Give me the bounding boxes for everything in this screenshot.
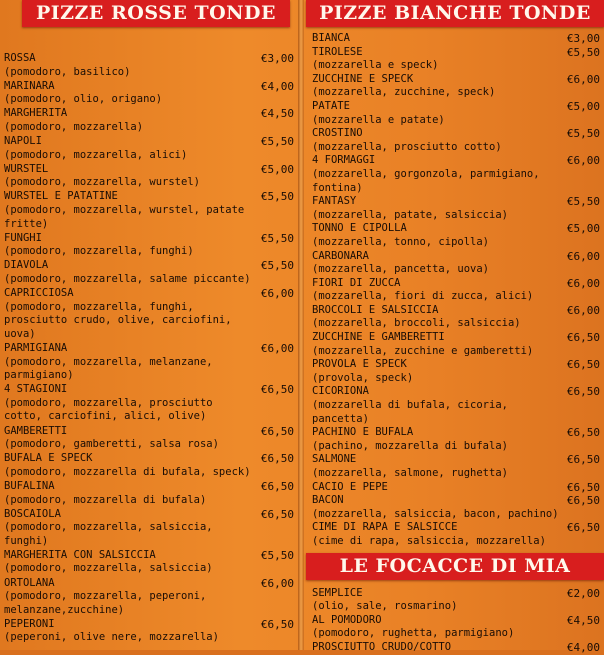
menu-item-price: €6,00 (260, 287, 294, 301)
menu-item-name: BOSCAIOLA (4, 507, 61, 520)
menu-item (304, 32, 604, 46)
menu-item-price: €6,50 (566, 521, 600, 535)
menu-item-price: €5,50 (260, 548, 294, 562)
menu-item-name: ROSSA (4, 52, 36, 64)
menu-item-ingredients: (pomodoro, mozzarella di bufala, speck) (4, 465, 251, 478)
section-title-pizze-bianche: PIZZE BIANCHE TONDE (306, 0, 604, 27)
menu-item-price: €6,50 (566, 358, 600, 372)
menu-item-ingredients: (pomodoro, mozzarella di bufala) (4, 493, 207, 506)
menu-item (0, 80, 298, 107)
menu-item-name: FIORI DI ZUCCA (312, 276, 401, 289)
menu-item (304, 426, 604, 453)
menu-item-name: NAPOLI (4, 135, 42, 148)
menu-item-name: BUFALINA (4, 479, 55, 492)
section-title-focacce: LE FOCACCE DI MIA (306, 553, 604, 580)
menu-item-price: €5,00 (260, 162, 294, 176)
menu-item (304, 195, 604, 222)
menu-item (0, 52, 298, 79)
menu-item (0, 383, 298, 424)
menu-item-name: 4 STAGIONI (4, 383, 68, 396)
menu-item (0, 107, 298, 134)
menu-item-price: €6,00 (566, 303, 600, 317)
menu-item-price: €5,50 (566, 127, 600, 141)
menu-item-price: €6,50 (260, 507, 294, 521)
menu-item-ingredients: (mozzarella e patate) (312, 113, 445, 126)
menu-item-name: BROCCOLI E SALSICCIA (312, 303, 439, 316)
menu-item-price: €6,00 (260, 576, 294, 590)
menu-item-name: CICORIONA (312, 385, 369, 398)
menu-item-ingredients: (pomodoro, mozzarella, salame piccante) (4, 273, 251, 285)
menu-item-name: MARGHERITA (4, 107, 68, 120)
menu-item-name: PROSCIUTTO CRUDO/COTTO (312, 640, 452, 653)
menu-item (304, 127, 604, 154)
menu-item-name: PATATE (312, 99, 350, 112)
menu-item (304, 481, 604, 495)
menu-item (304, 154, 604, 195)
menu-item-name: AL POMODORO (312, 613, 382, 626)
menu-item-price: €6,50 (566, 494, 600, 508)
menu-item (0, 232, 298, 259)
menu-item-price: €6,50 (260, 424, 294, 438)
menu-item (0, 259, 298, 286)
menu-item-ingredients: (mozzarella, pancetta, uova) (312, 263, 490, 276)
menu-item-ingredients: (mozzarella, broccoli, salsiccia) (312, 317, 521, 330)
menu-item-ingredients: (pomodoro, mozzarella, wurstel) (4, 176, 200, 189)
menu-item-name: PROVOLA E SPECK (312, 358, 407, 371)
menu-item (0, 342, 298, 383)
menu-item-price: €6,50 (566, 385, 600, 399)
menu-item-price: €6,00 (566, 249, 600, 263)
menu-item (304, 73, 604, 100)
menu-item-name: GAMBERETTI (4, 424, 68, 437)
menu-item-name: WURSTEL (4, 162, 49, 175)
menu-item-price: €6,50 (260, 617, 294, 631)
menu-item-price: €3,00 (566, 32, 600, 45)
menu-item-name: ORTOLANA (4, 576, 55, 589)
menu-item-price: €3,00 (260, 52, 294, 65)
menu-item-ingredients: (mozzarella, patate, salsiccia) (312, 208, 508, 221)
menu-item-ingredients: (provola, speck) (312, 371, 414, 384)
menu-item-ingredients: (pomodoro, mozzarella, alici) (4, 148, 188, 161)
menu-item-name: MARGHERITA CON SALSICCIA (4, 548, 156, 561)
menu-item-name: FUNGHI (4, 231, 42, 244)
menu-item (0, 135, 298, 162)
menu-item-price: €5,50 (260, 259, 294, 273)
menu-item-name: CAPRICCIOSA (4, 287, 74, 300)
menu-item-price: €5,50 (566, 195, 600, 209)
menu-item-ingredients: (pomodoro, mozzarella, peperoni, melanzane,zucchine) (4, 590, 207, 616)
menu-item-ingredients: (pomodoro, mozzarella, funghi, prosciutto crudo, olive, carciofini, uova) (4, 300, 232, 340)
menu-item-ingredients: (mozzarella, salmone, rughetta) (312, 467, 508, 479)
section-title-pizze-rosse: PIZZE ROSSE TONDE (22, 0, 290, 27)
menu-item-ingredients: (pomodoro, mozzarella, salsiccia, funghi) (4, 521, 213, 547)
menu-item-ingredients: (peperoni, olive nere, mozzarella) (4, 631, 219, 644)
menu-item-name: BUFALA E SPECK (4, 452, 93, 465)
menu-item-name: SALMONE (312, 453, 357, 466)
menu-item-price: €5,00 (566, 222, 600, 236)
left-column (0, 0, 298, 646)
menu-item (304, 304, 604, 331)
menu-item-price: €6,50 (566, 480, 600, 494)
menu-item-ingredients: (pomodoro, olio, origano) (4, 93, 163, 106)
menu-item-ingredients: (pomodoro, mozzarella, prosciutto cotto, carciofini, alici, olive) (4, 396, 213, 423)
menu-item-ingredients: (mozzarella, fiori di zucca, alici) (312, 290, 534, 303)
menu-item-price: €6,50 (260, 479, 294, 493)
menu-item-price: €6,00 (260, 341, 294, 355)
menu-list-pizze-rosse (0, 52, 298, 645)
menu-item-name: BIANCA (312, 32, 350, 44)
menu-item-price: €6,50 (260, 383, 294, 397)
menu-item (0, 452, 298, 479)
menu-item-price: €6,00 (566, 72, 600, 86)
menu-item-name: DIAVOLA (4, 259, 49, 272)
menu-item-ingredients: (pachino, mozzarella di bufala) (312, 439, 508, 452)
menu-item-name: TIROLESE (312, 45, 363, 58)
menu-item (304, 277, 604, 304)
menu-item-ingredients: (pomodoro, mozzarella, wurstel, patate fritte) (4, 204, 245, 230)
menu-item (0, 190, 298, 231)
menu-item (304, 385, 604, 426)
menu-item-price: €6,00 (566, 276, 600, 290)
menu-item-ingredients: (mozzarella, salsiccia, bacon, pachino) (312, 507, 559, 520)
menu-item-price: €5,50 (260, 135, 294, 149)
menu-item-name: TONNO E CIPOLLA (312, 222, 407, 235)
menu-item-price: €4,50 (260, 107, 294, 121)
menu-item-ingredients: (pomodoro, mozzarella, salsiccia) (4, 562, 213, 575)
menu-item-name: FANTASY (312, 195, 357, 208)
menu-item-name: CROSTINO (312, 127, 363, 140)
menu-item (304, 494, 604, 521)
menu-item (304, 331, 604, 358)
menu-item (0, 549, 298, 576)
menu-item-ingredients: (mozzarella, zucchine e gamberetti) (312, 344, 534, 357)
menu-item-ingredients: (pomodoro, gamberetti, salsa rosa) (4, 438, 219, 451)
menu-item-name: MARINARA (4, 79, 55, 92)
menu-item (304, 358, 604, 385)
menu-item-ingredients: (mozzarella e speck) (312, 59, 439, 72)
menu-item-ingredients: (mozzarella, tonno, cipolla) (312, 235, 490, 248)
menu-item-price: €6,00 (566, 154, 600, 168)
menu-item (304, 453, 604, 480)
menu-item-ingredients: (pomodoro, rughetta, parmigiano) (312, 627, 515, 640)
menu-item-ingredients: (mozzarella di bufala, cicoria, pancetta) (312, 399, 508, 425)
menu-item-name: CARBONARA (312, 249, 369, 262)
menu-item-ingredients: (pomodoro, mozzarella, funghi) (4, 245, 194, 258)
menu-item (304, 46, 604, 73)
menu-item (0, 163, 298, 190)
menu-item-price: €6,50 (566, 331, 600, 345)
menu-item-price: €5,50 (260, 190, 294, 204)
menu-item (0, 577, 298, 618)
menu-item-price: €5,50 (260, 231, 294, 245)
menu-item (0, 480, 298, 507)
menu-item-ingredients: (olio, sale, rosmarino) (312, 600, 458, 613)
menu-item-name: CIME DI RAPA E SALSICCE (312, 521, 458, 534)
menu-item-name: ZUCCHINE E GAMBERETTI (312, 331, 445, 344)
menu-item (304, 614, 604, 641)
menu-item-name: 4 FORMAGGI (312, 154, 376, 167)
menu-item-price: €6,50 (566, 453, 600, 467)
menu-item-ingredients: (mozzarella, prosciutto cotto) (312, 140, 502, 153)
menu-item (304, 250, 604, 277)
menu-item (304, 587, 604, 614)
menu-item-price: €6,50 (566, 426, 600, 440)
menu-item-ingredients: (mozzarella, gorgonzola, parmigiano, fontina) (312, 167, 540, 194)
menu-item (304, 100, 604, 127)
menu-item-ingredients: (pomodoro, mozzarella) (4, 120, 144, 133)
menu-item-price: €2,00 (566, 586, 600, 600)
menu-item-ingredients: (pomodoro, basilico) (4, 65, 131, 78)
menu-item-price: €4,00 (566, 640, 600, 654)
menu-item-price: €4,50 (566, 613, 600, 627)
menu-item-ingredients: (cime di rapa, salsiccia, mozzarella) (312, 534, 546, 547)
menu-item-name: CACIO E PEPE (312, 480, 388, 493)
menu-item (304, 222, 604, 249)
menu-item-name: PARMIGIANA (4, 341, 68, 354)
menu-item-ingredients: (mozzarella, zucchine, speck) (312, 86, 496, 99)
menu-item-price: €6,50 (260, 452, 294, 466)
menu-item-name: PEPERONI (4, 617, 55, 630)
menu-item-name: BACON (312, 494, 344, 507)
menu-item-name: SEMPLICE (312, 586, 363, 599)
menu-item (304, 521, 604, 548)
menu-item (304, 641, 604, 655)
menu-item-price: €5,50 (566, 45, 600, 59)
menu-item-name: WURSTEL E PATATINE (4, 190, 118, 203)
menu-list-focacce (304, 587, 604, 655)
menu-item-ingredients: (pomodoro, mozzarella, melanzane, parmigiano) (4, 355, 213, 382)
right-column (304, 0, 604, 655)
menu-item-name: ZUCCHINE E SPECK (312, 72, 414, 85)
menu-item-name: PACHINO E BUFALA (312, 426, 414, 439)
menu-item (0, 618, 298, 645)
menu-item (0, 287, 298, 341)
menu-item (0, 425, 298, 452)
menu-item (0, 508, 298, 549)
menu-item-price: €4,00 (260, 79, 294, 93)
menu-item-price: €5,00 (566, 99, 600, 113)
menu-list-pizze-bianche (304, 32, 604, 549)
